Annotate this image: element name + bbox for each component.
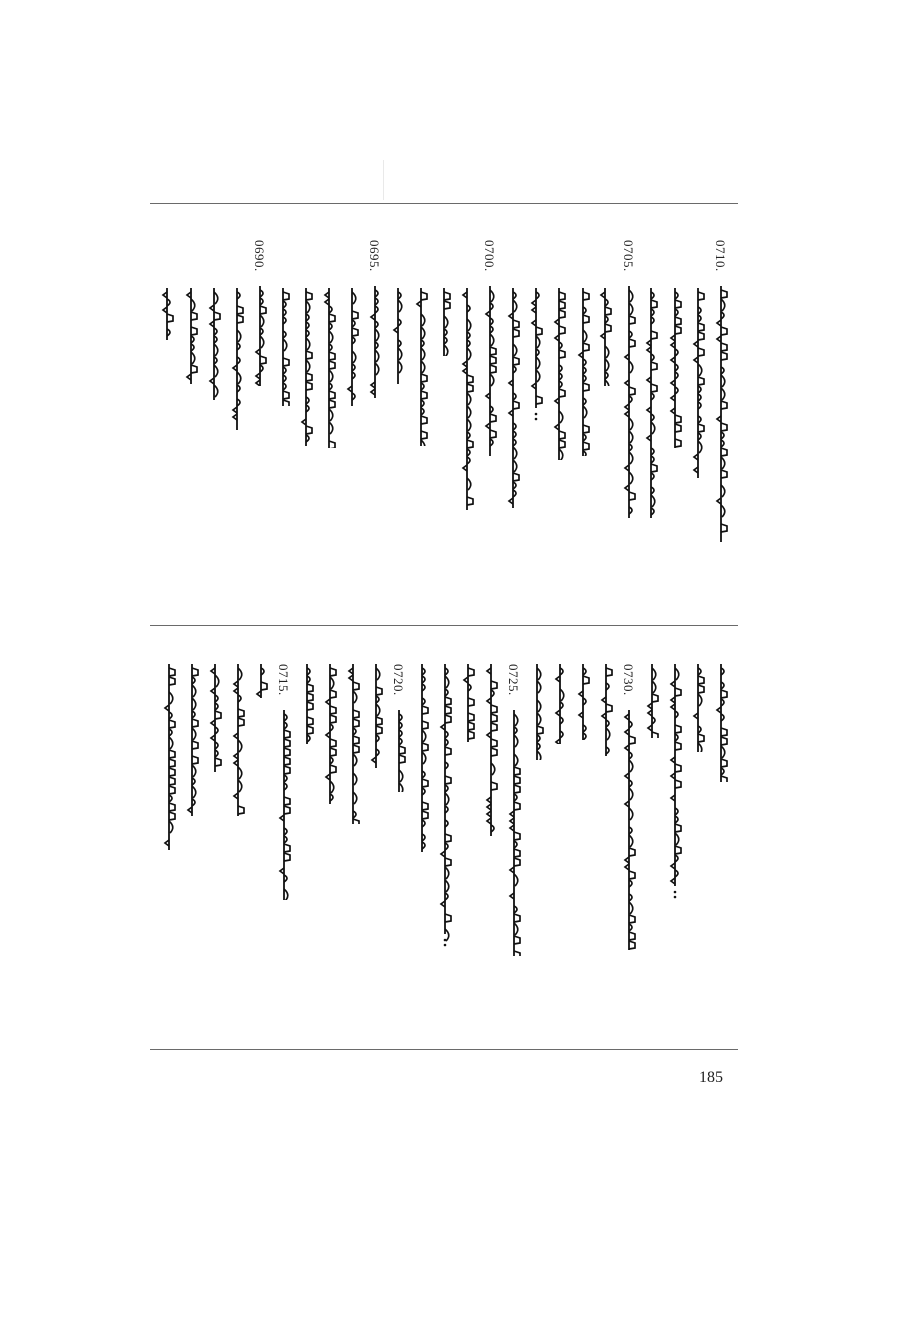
lower-line [505, 664, 527, 1334]
bottom-rule [150, 1049, 738, 1050]
upper-line [642, 288, 664, 518]
mongolian-script-line [669, 664, 685, 902]
upper-line [412, 288, 434, 446]
mongolian-script-line [646, 664, 662, 738]
mongolian-script-line [577, 288, 593, 456]
mongolian-script-line [669, 288, 685, 448]
lower-line [183, 664, 205, 816]
mongolian-script-line [347, 664, 363, 824]
upper-line [527, 288, 549, 408]
upper-line [320, 288, 342, 448]
mongolian-script-line [323, 288, 339, 448]
upper-line [620, 240, 642, 520]
upper-line [366, 240, 388, 400]
upper-line [251, 240, 273, 388]
upper-line [689, 288, 711, 478]
mongolian-script-line [623, 710, 639, 950]
mongolian-script-line [208, 288, 224, 400]
upper-line [435, 288, 457, 356]
mongolian-script-line [577, 664, 593, 740]
mongolian-script-line [692, 664, 708, 752]
mongolian-script-line [324, 664, 340, 804]
lower-line [482, 664, 504, 836]
upper-line [274, 288, 296, 406]
mongolian-script-line [715, 664, 731, 782]
mongolian-script-line [645, 288, 661, 518]
mongolian-script-line [623, 286, 639, 518]
entry-number: 0700. [482, 240, 497, 272]
mongolian-script-line [507, 288, 523, 508]
entry-number: 0715. [276, 664, 291, 696]
lower-line [436, 664, 458, 934]
lower-line [666, 664, 688, 886]
mongolian-script-line [531, 664, 547, 760]
lower-line [275, 664, 297, 1278]
mongolian-script-line [346, 288, 362, 406]
lower-line [712, 664, 734, 782]
lower-line [620, 664, 642, 1328]
lower-line [390, 664, 412, 1170]
mongolian-script-line [484, 286, 500, 456]
mongolian-script-line [393, 710, 409, 792]
mongolian-script-line [508, 710, 524, 956]
mongolian-script-line [416, 664, 432, 852]
mongolian-script-line [255, 664, 271, 698]
upper-line [228, 288, 250, 430]
upper-line [481, 240, 503, 458]
mongolian-script-line [370, 664, 386, 768]
upper-line [158, 288, 180, 340]
lower-line [206, 664, 228, 772]
lower-line [298, 664, 320, 744]
lower-line [597, 664, 619, 756]
top-rule [150, 203, 738, 204]
mongolian-script-line [300, 288, 316, 446]
entry-number: 0720. [391, 664, 406, 696]
mongolian-script-line [462, 664, 478, 742]
upper-line [458, 288, 480, 510]
page-number: 185 [699, 1069, 723, 1086]
lower-line [229, 664, 251, 816]
mongolian-script-line [438, 288, 454, 356]
mongolian-script-line [185, 288, 201, 384]
scan-artifact [383, 160, 384, 200]
mongolian-script-line [254, 286, 270, 386]
upper-line [574, 288, 596, 456]
upper-line [343, 288, 365, 406]
mongolian-script-line [553, 288, 569, 460]
lower-line [321, 664, 343, 804]
lower-line [252, 664, 274, 698]
mongolian-script-line [232, 664, 248, 816]
mongolian-script-line [415, 288, 431, 446]
entry-number: 0730. [621, 664, 636, 696]
mongolian-script-line [277, 288, 293, 406]
lower-line [551, 664, 573, 744]
upper-line [712, 240, 734, 496]
entry-number: 0695. [367, 240, 382, 272]
lower-line [413, 664, 435, 852]
mongolian-script-line [231, 288, 247, 430]
mongolian-script-line [392, 288, 408, 384]
mongolian-script-line [715, 286, 731, 542]
upper-line [297, 288, 319, 446]
mongolian-script-line [209, 664, 225, 772]
mongolian-script-line [161, 288, 177, 340]
entry-number: 0705. [621, 240, 636, 272]
middle-rule [150, 625, 738, 626]
upper-line [182, 288, 204, 384]
lower-line [160, 664, 182, 850]
lower-line [459, 664, 481, 742]
upper-line [550, 288, 572, 460]
mongolian-script-line [485, 664, 501, 836]
lower-line [367, 664, 389, 768]
lower-line [689, 664, 711, 752]
entry-number: 0690. [252, 240, 267, 272]
lower-line [643, 664, 665, 738]
upper-line [205, 288, 227, 400]
lower-line [574, 664, 596, 740]
upper-line [666, 288, 688, 448]
upper-line [596, 288, 618, 386]
entry-number: 0710. [713, 240, 728, 272]
mongolian-script-line [439, 664, 455, 950]
mongolian-script-line [163, 664, 179, 850]
mongolian-script-line [278, 710, 294, 900]
mongolian-script-line [599, 288, 615, 386]
mongolian-script-line [600, 664, 616, 756]
lower-line [344, 664, 366, 824]
upper-line [389, 288, 411, 384]
mongolian-script-line [186, 664, 202, 816]
lower-line [528, 664, 550, 760]
upper-line [504, 288, 526, 508]
mongolian-script-line [461, 288, 477, 510]
mongolian-script-line [369, 286, 385, 398]
mongolian-script-line [530, 288, 546, 424]
mongolian-script-line [301, 664, 317, 744]
mongolian-script-line [692, 288, 708, 478]
entry-number: 0725. [506, 664, 521, 696]
mongolian-script-line [554, 664, 570, 744]
